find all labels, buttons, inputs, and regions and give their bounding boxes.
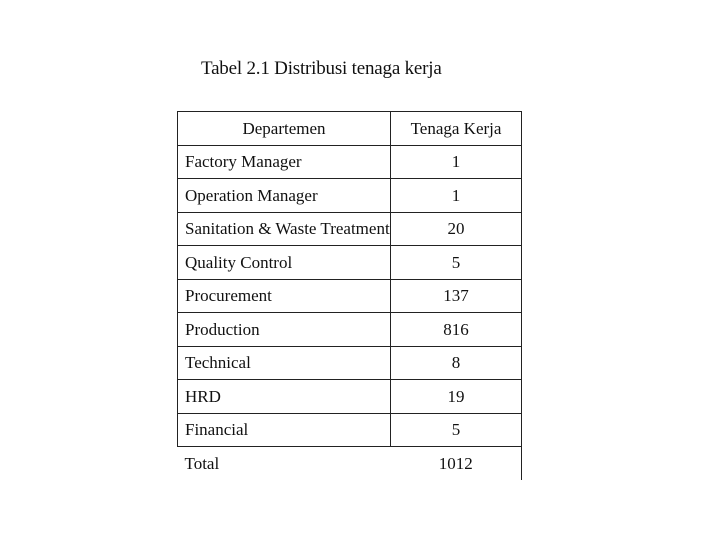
- table-row-total: [178, 447, 522, 480]
- cell-tenaga-kerja-total: 1012: [391, 447, 522, 480]
- table-caption: Tabel 2.1 Distribusi tenaga kerja: [201, 58, 442, 79]
- table-row: [178, 380, 522, 414]
- cell-tenaga-kerja: 8: [391, 346, 522, 380]
- cell-departemen: Technical: [178, 346, 391, 380]
- cell-departemen: Quality Control: [178, 246, 391, 280]
- table-row: [178, 179, 522, 213]
- cell-departemen: Factory Manager: [178, 145, 391, 179]
- cell-tenaga-kerja: 5: [391, 413, 522, 447]
- cell-tenaga-kerja: 137: [391, 279, 522, 313]
- cell-departemen: Procurement: [178, 279, 391, 313]
- cell-departemen: Sanitation & Waste Treatment: [178, 212, 391, 246]
- table-row: [178, 313, 522, 347]
- cell-tenaga-kerja: 1: [391, 145, 522, 179]
- table-header-row: [178, 112, 522, 146]
- workforce-distribution-table: [177, 111, 522, 480]
- cell-tenaga-kerja: 20: [391, 212, 522, 246]
- table-row: [178, 413, 522, 447]
- cell-departemen: Financial: [178, 413, 391, 447]
- header-departemen: Departemen: [178, 112, 391, 146]
- table-row: [178, 246, 522, 280]
- cell-departemen: Production: [178, 313, 391, 347]
- table-row: [178, 346, 522, 380]
- table-row: [178, 279, 522, 313]
- cell-tenaga-kerja: 19: [391, 380, 522, 414]
- cell-tenaga-kerja: 5: [391, 246, 522, 280]
- cell-tenaga-kerja: 816: [391, 313, 522, 347]
- cell-departemen-total: Total: [184, 453, 220, 473]
- table-row: [178, 212, 522, 246]
- workforce-table-container: [177, 111, 521, 473]
- header-tenaga-kerja: Tenaga Kerja: [391, 112, 522, 146]
- table-row: [178, 145, 522, 179]
- cell-departemen: Operation Manager: [178, 179, 391, 213]
- cell-tenaga-kerja: 1: [391, 179, 522, 213]
- cell-departemen: HRD: [178, 380, 391, 414]
